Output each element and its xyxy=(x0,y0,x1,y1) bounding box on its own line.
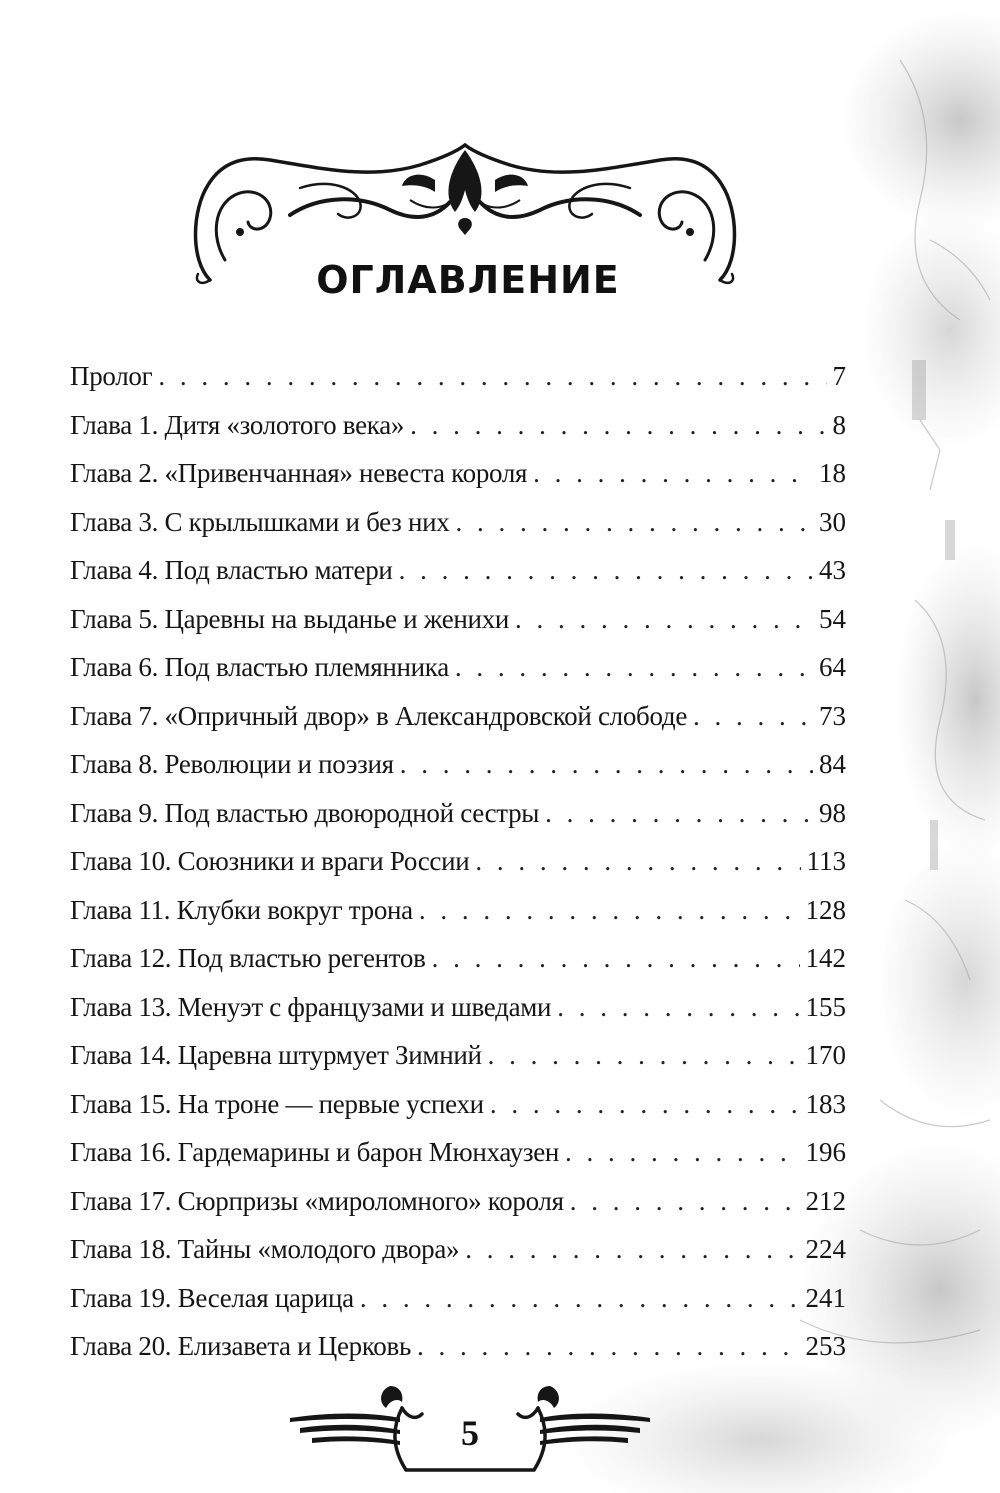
toc-entry-label: Глава 20. Елизавета и Церковь xyxy=(70,1331,411,1361)
toc-entry-label: Глава 18. Тайны «молодого двора» xyxy=(70,1234,460,1264)
toc-leader-dots xyxy=(475,837,800,886)
toc-entry-page: 241 xyxy=(805,1282,846,1313)
toc-entry xyxy=(70,449,846,498)
toc-entry-label: Глава 1. Дитя «золотого века» xyxy=(70,409,405,440)
toc-entry-page: 170 xyxy=(805,1040,846,1070)
toc-leader-dots xyxy=(465,1225,799,1274)
toc-entry-page: 212 xyxy=(805,1185,846,1216)
toc-leader-dots xyxy=(515,595,813,644)
toc-entry xyxy=(70,401,846,450)
toc-entry-label: Глава 8. Революции и поэзия xyxy=(70,749,394,779)
toc-entry-label: Глава 11. Клубки вокруг трона xyxy=(70,894,413,925)
toc-entry-label: Глава 17. Сюрпризы «мироломного» короля xyxy=(70,1185,564,1216)
toc-leader-dots xyxy=(455,643,813,692)
toc-entry xyxy=(70,595,846,644)
toc-entry-page: 142 xyxy=(805,943,846,973)
table-of-contents xyxy=(70,352,846,1371)
toc-entry xyxy=(70,692,846,741)
toc-entry-page: 183 xyxy=(805,1088,846,1119)
toc-leader-dots xyxy=(432,934,800,983)
toc-entry-label: Глава 15. На троне — первые успехи xyxy=(70,1088,484,1119)
toc-entry xyxy=(70,498,846,547)
toc-entry-page: 54 xyxy=(819,603,846,634)
toc-leader-dots xyxy=(400,740,813,789)
toc-entry-label: Глава 7. «Опричный двор» в Александровской слободе xyxy=(70,700,688,731)
toc-entry-page: 196 xyxy=(805,1137,846,1167)
toc-entry xyxy=(70,643,846,692)
toc-entry-label: Глава 16. Гардемарины и барон Мюнхаузен xyxy=(70,1137,560,1167)
page-number: 5 xyxy=(461,1413,479,1453)
toc-leader-dots xyxy=(158,352,826,401)
toc-entry xyxy=(70,1322,846,1371)
toc-leader-dots xyxy=(490,1080,800,1129)
toc-entry xyxy=(70,1225,846,1274)
toc-entry xyxy=(70,934,846,983)
toc-entry-label: Глава 5. Царевны на выданье и женихи xyxy=(70,603,510,634)
toc-entry xyxy=(70,1128,846,1177)
toc-entry xyxy=(70,1080,846,1129)
toc-entry-page: 253 xyxy=(805,1331,846,1361)
toc-entry-page: 8 xyxy=(832,409,846,440)
toc-entry-label: Глава 9. Под властью двоюродной сестры xyxy=(70,797,540,828)
toc-entry-page: 155 xyxy=(805,991,846,1022)
toc-entry-label: Глава 2. «Привенчанная» невеста короля xyxy=(70,458,528,488)
toc-entry-label: Глава 19. Веселая царица xyxy=(70,1282,354,1313)
toc-entry xyxy=(70,983,846,1032)
toc-entry xyxy=(70,886,846,935)
toc-entry-page: 224 xyxy=(805,1234,846,1264)
toc-entry-page: 30 xyxy=(819,506,846,537)
toc-entry-page: 43 xyxy=(819,555,846,585)
page-title: ОГЛАВЛЕНИЕ xyxy=(316,258,620,302)
toc-entry xyxy=(70,1274,846,1323)
toc-entry-label: Глава 6. Под властью племянника xyxy=(70,652,449,682)
toc-leader-dots xyxy=(545,789,813,838)
toc-entry xyxy=(70,789,846,838)
toc-leader-dots xyxy=(570,1177,800,1226)
toc-entry xyxy=(70,1177,846,1226)
toc-entry-label: Глава 13. Менуэт с французами и шведами xyxy=(70,991,552,1022)
toc-entry-page: 73 xyxy=(819,700,846,731)
toc-leader-dots xyxy=(360,1274,800,1323)
toc-leader-dots xyxy=(693,692,813,741)
toc-entry-page: 7 xyxy=(832,361,846,391)
toc-entry xyxy=(70,837,846,886)
toc-leader-dots xyxy=(410,401,826,450)
toc-leader-dots xyxy=(565,1128,799,1177)
toc-entry-page: 84 xyxy=(819,749,846,779)
toc-leader-dots xyxy=(533,449,813,498)
toc-entry-label: Глава 14. Царевна штурмует Зимний xyxy=(70,1040,482,1070)
toc-leader-dots xyxy=(399,546,813,595)
toc-leader-dots xyxy=(419,886,800,935)
toc-entry xyxy=(70,352,846,401)
toc-leader-dots xyxy=(557,983,799,1032)
toc-entry xyxy=(70,740,846,789)
toc-entry xyxy=(70,1031,846,1080)
toc-entry-page: 113 xyxy=(806,846,846,876)
toc-entry-page: 128 xyxy=(805,894,846,925)
toc-leader-dots xyxy=(455,498,813,547)
toc-leader-dots xyxy=(488,1031,800,1080)
toc-entry-page: 18 xyxy=(819,458,846,488)
toc-entry-label: Глава 4. Под властью матери xyxy=(70,555,393,585)
toc-entry-page: 98 xyxy=(819,797,846,828)
toc-entry-label: Глава 10. Союзники и враги России xyxy=(70,846,470,876)
toc-entry-label: Глава 12. Под властью регентов xyxy=(70,943,426,973)
toc-entry-label: Глава 3. С крылышками и без них xyxy=(70,506,450,537)
toc-leader-dots xyxy=(417,1322,800,1371)
toc-entry-page: 64 xyxy=(819,652,846,682)
toc-entry xyxy=(70,546,846,595)
toc-entry-label: Пролог xyxy=(70,361,153,391)
